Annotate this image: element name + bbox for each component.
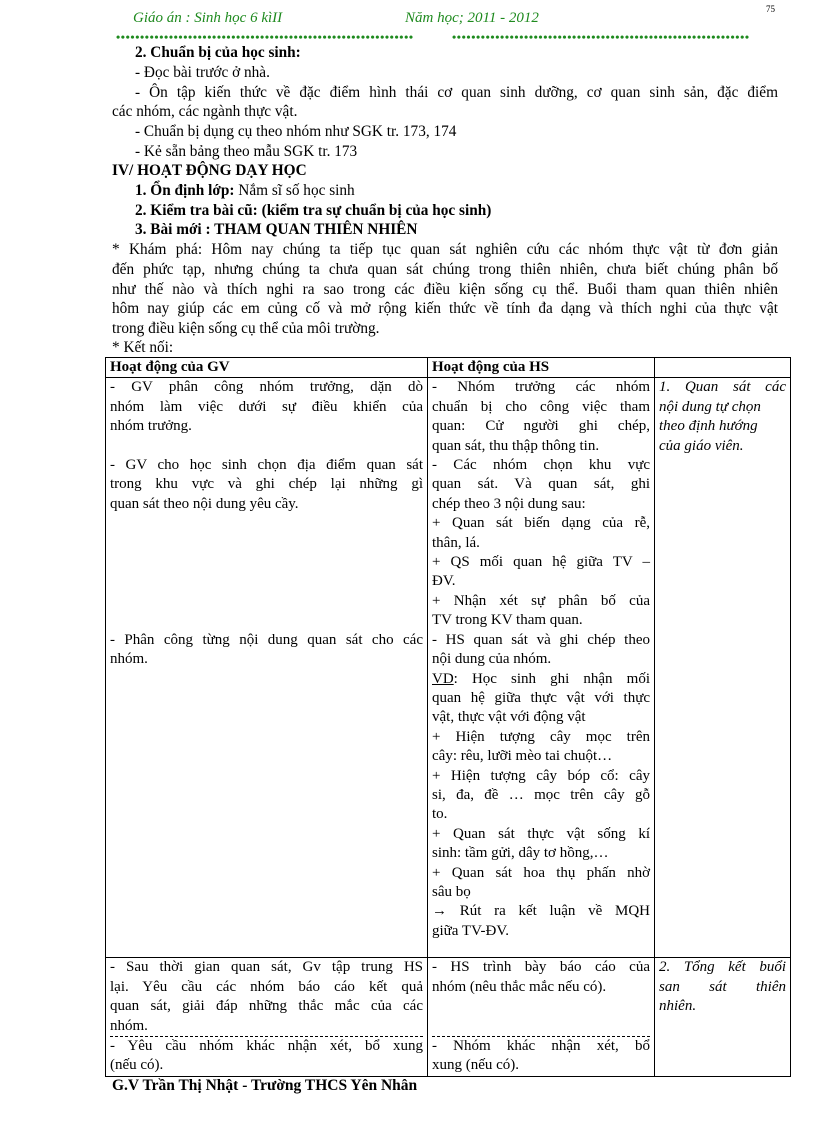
step-1-text: Nắm sĩ số học sinh [234, 182, 355, 199]
step-1 [135, 181, 355, 200]
hs-line: → Rút ra kết luận về MQH [432, 903, 650, 920]
hs-line: + Hiện tượng cây bóp cổ: cây [432, 767, 650, 784]
hs-line: nội dung của nhóm. [432, 651, 552, 668]
step-1-label: 1. Ổn định lớp: [135, 182, 235, 199]
hs-line: sinh: tầm gửi, dây tơ hồng,… [432, 845, 609, 862]
prep-item: - Ôn tập kiến thức về đặc điểm hình thái cơ quan sinh dưỡng, cơ quan sinh sản, đặc điểm [135, 84, 778, 101]
gv-line: quan sát, giải đáp những thắc mắc của các [110, 998, 423, 1015]
prep-item: - Chuẩn bị dụng cụ theo nhóm như SGK tr. 173, 174 [135, 123, 457, 140]
prep-heading: 2. Chuẩn bị của học sinh: [135, 44, 301, 61]
gv-line: trong khu vực và ghi chép lại những gì [110, 476, 423, 493]
gv-line: - Phân công từng nội dung quan sát cho các [110, 631, 423, 648]
table-row [106, 378, 791, 958]
gv-line: - Yêu cầu nhóm khác nhận xét, bổ xung [110, 1036, 423, 1056]
explore-line: như thế nào và thích nghi ra sao trong các điều kiện sống cụ thể. Buổi tham quan thiên nhiên [112, 281, 778, 298]
gv-line: nhóm trưởng. [110, 418, 192, 435]
footer-author-school: G.V Trần Thị Nhật - Trường THCS Yên Nhân [112, 1077, 418, 1094]
lesson-title: : THAM QUAN THIÊN NHIÊN [201, 221, 418, 238]
gv-line: nhóm. [110, 1017, 148, 1034]
gv-line: - GV phân công nhóm trưởng, dặn dò [110, 379, 423, 396]
example-label: VD [432, 670, 454, 687]
note-line: của giáo viên. [659, 437, 744, 454]
section-heading: IV/ HOẠT ĐỘNG DẠY HỌC [112, 162, 307, 179]
hs-cell [428, 378, 655, 958]
hs-line: + QS mối quan hệ giữa TV – [432, 554, 650, 571]
step-3 [135, 220, 417, 239]
hs-line: sâu bọ [432, 883, 471, 900]
hs-line: chép theo 3 nội dung sau: [432, 495, 586, 512]
note-line: nhiên. [659, 998, 697, 1015]
hs-line: giữa TV-ĐV. [432, 922, 510, 939]
note-line: theo định hướng [659, 418, 758, 435]
note-cell [655, 958, 791, 1076]
header-dotted-rule-right: •••••••••••••••••••••••••••••••••••••••••••••••••••••••••••••• [452, 30, 750, 44]
col-header-gv: Hoạt động của GV [106, 358, 428, 378]
hs-line: TV trong KV tham quan. [432, 612, 583, 629]
gv-cell [106, 378, 428, 958]
hs-line: - HS trình bày báo cáo của [432, 959, 650, 976]
prep-item: - Kẻ sẵn bảng theo mẫu SGK tr. 173 [135, 143, 358, 160]
hs-line-example [432, 670, 650, 689]
hs-line: quan sát, thu thập thông tin. [432, 437, 600, 454]
explore-line: hôm nay giúp các em củng cố và mở rộng kiến thức về tính đa dạng và thích nghi của thực vật [112, 300, 778, 317]
hs-line: + Quan sát biến dạng của rễ, [432, 515, 650, 532]
note-cell [655, 378, 791, 958]
gv-line: nhóm làm việc dưới sự điều khiển của [110, 398, 423, 415]
gv-line: (nếu có). [110, 1057, 164, 1074]
table-row [106, 958, 791, 1076]
hs-line: chuẩn bị cho công việc tham [432, 398, 650, 415]
table-header-row [106, 358, 791, 378]
note-line: san sát thiên [659, 978, 786, 995]
example-text: : Học sinh ghi nhận mối [453, 670, 650, 687]
gv-line: - Sau thời gian quan sát, Gv tập trung HS [110, 959, 423, 976]
step-3-label: 3. Bài mới [135, 221, 202, 238]
hs-line: si, đa, đề … mọc trên cây gỗ [432, 786, 650, 803]
gv-line: - GV cho học sinh chọn địa điểm quan sát [110, 457, 423, 474]
explore-line: * Khám phá: Hôm nay chúng ta tiếp tục quan sát nghiên cứu các nhóm thực vật từ đơn giản [112, 241, 778, 258]
activity-table [105, 357, 791, 1077]
gv-line: quan sát theo nội dung yêu cầy. [110, 495, 299, 512]
hs-line: xung (nếu có). [432, 1057, 520, 1074]
hs-line: + Quan sát hoa thụ phấn nhờ [432, 864, 650, 881]
step-2: 2. Kiểm tra bài cũ: (kiểm tra sự chuẩn bị của học sinh) [135, 202, 492, 219]
explore-line: trong điều kiện sống cụ thể của môi trường. [112, 320, 380, 337]
hs-line: quan hệ giữa thực vật với thực [432, 689, 650, 706]
hs-line: quan sát. Và quan sát, ghi [432, 476, 650, 493]
connect-label: * Kết nối: [112, 339, 174, 356]
header-school-year: Năm học; 2011 - 2012 [405, 10, 539, 26]
prep-item: các nhóm, các ngành thực vật. [112, 103, 298, 120]
note-line: nội dung tự chọn [659, 398, 761, 415]
hs-line: nhóm (nêu thắc mắc nếu có). [432, 978, 607, 995]
hs-line: + Quan sát thực vật sống kí [432, 825, 650, 842]
hs-line: - Các nhóm chọn khu vực [432, 457, 650, 474]
hs-line: vật, thực vật với động vật [432, 709, 586, 726]
header-dotted-rule-left: •••••••••••••••••••••••••••••••••••••••••••••••••••••••••••••• [116, 30, 414, 44]
hs-line: to. [432, 806, 448, 823]
gv-cell [106, 958, 428, 1076]
hs-line: ĐV. [432, 573, 456, 590]
prep-item: - Đọc bài trước ở nhà. [135, 64, 270, 81]
col-header-note [655, 358, 791, 378]
note-line: 1. Quan sát các [659, 379, 786, 396]
explore-line: đến phức tạp, nhưng chúng ta chưa quan sát chúng trong thiên nhiên, chưa biết chúng phân bố [112, 261, 778, 278]
gv-line [110, 437, 423, 456]
hs-line: - Nhóm trưởng các nhóm [432, 379, 650, 396]
note-line: 2. Tổng kết buổi [659, 959, 786, 976]
hs-line: - Nhóm khác nhận xét, bổ [432, 1036, 650, 1056]
header-subject: Giáo án : Sinh học 6 kìII [133, 10, 283, 26]
hs-line: cây: rêu, lưỡi mèo tai chuột… [432, 748, 613, 765]
hs-line: - HS quan sát và ghi chép theo [432, 631, 650, 648]
hs-line: quan: Cử người ghi chép, [432, 418, 650, 435]
gv-line: lại. Yêu cầu các nhóm báo cáo kết quả [110, 978, 423, 995]
hs-line: + Nhận xét sự phân bố của [432, 592, 650, 609]
hs-line: + Hiện tượng cây mọc trên [432, 728, 650, 745]
hs-line: thân, lá. [432, 534, 480, 551]
col-header-hs: Hoạt động của HS [428, 358, 655, 378]
hs-cell [428, 958, 655, 1076]
page-number: 75 [766, 4, 775, 14]
gv-line: nhóm. [110, 651, 148, 668]
